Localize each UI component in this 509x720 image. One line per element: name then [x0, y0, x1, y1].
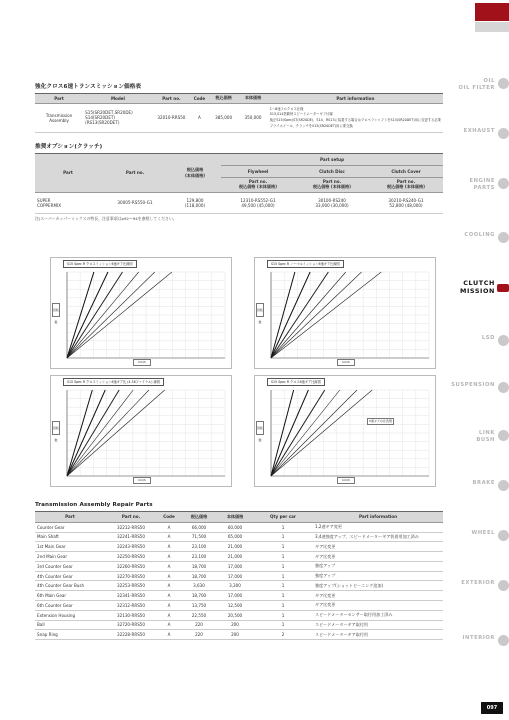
sidebar-item-label: LSD [481, 335, 495, 341]
table-row [35, 103, 443, 132]
cell-part-no: 32228-RRS50 [105, 630, 157, 640]
info-line: フライホイール、クラッチをS15(SR20DET)用に要交換 [269, 123, 353, 128]
sidebar-item-label: LINK BUSH [476, 430, 495, 443]
cell-price-tax: 3,630 [181, 581, 217, 591]
clutch-table-title: 推奨オプション(クラッチ) [35, 144, 103, 151]
cell-price-tax: 71,500 [181, 532, 217, 542]
cell-price-base: 200 [217, 620, 253, 630]
sub-header: Part no. 税込価格 (本体価格) [295, 177, 369, 192]
model-line: (RS13(SR20DET) [85, 120, 120, 126]
col-clutch-disc: Clutch Disc [295, 165, 369, 177]
cell-qty: 1 [253, 581, 313, 591]
cell-part-no: 32250-RRS50 [105, 552, 157, 562]
cell-price-tax: 18,700 [181, 571, 217, 581]
cell-flywheel: 12310-RS552-G1 49,500 (45,000) [221, 192, 295, 213]
info-line: S13,S14搭載時スピードメーターギア付属 [269, 112, 333, 117]
cell-price-base: 21,000 [217, 552, 253, 562]
cell-price-tax: 18,700 [181, 591, 217, 601]
cell-qty: 1 [253, 571, 313, 581]
interior-icon [498, 635, 509, 646]
cell-qty: 2 [253, 630, 313, 640]
repair-parts-table [35, 511, 443, 640]
graph-xlabel: km/h [133, 477, 151, 484]
cell-price-tax: 23,100 [181, 542, 217, 552]
graph-plot [51, 376, 231, 486]
cell-price-tax: 66,000 [181, 522, 217, 532]
cell-part-information: 強度アップ [313, 561, 443, 571]
sidebar-item-label: BRAKE [472, 480, 495, 486]
cell-price: 129,800 (118,000) [169, 192, 221, 213]
cell-part-no: 32253-RRS50 [105, 581, 157, 591]
lsd-icon [498, 335, 509, 346]
cell-code: A [157, 601, 181, 611]
cell-part-information: ギア比変更 [313, 601, 443, 611]
table-row [35, 601, 443, 611]
corner-tab-decoration [475, 0, 509, 34]
cell-price-base: 21,000 [217, 542, 253, 552]
table-row [35, 552, 443, 562]
cell-price-tax: 13,750 [181, 601, 217, 611]
cell-qty: 1 [253, 552, 313, 562]
graph-xlabel: km/h [133, 359, 151, 366]
graph-plot [255, 376, 435, 486]
cell-code: A [157, 610, 181, 620]
clutch-mission-icon [497, 284, 509, 292]
table-row [35, 571, 443, 581]
col-part-no: Part no. [105, 512, 157, 523]
sidebar-item-label: COOLING [464, 232, 495, 238]
col-price-tax: 税込価格 [181, 512, 217, 523]
cell-qty: 1 [253, 610, 313, 620]
suspension-icon [498, 382, 509, 393]
info-line: 純正S15(Spec)ST(SR20DE)、S14、RS13に装着する場合はプロペラシャフトをS15(SR20DET)用に変更する必要 [269, 117, 441, 122]
main-content [35, 82, 443, 222]
sidebar-item-label: WHEEL [471, 530, 495, 536]
cell-part-information: 1,2速ギア変更 [313, 522, 443, 532]
cell-part-no: 32243-RRS50 [105, 542, 157, 552]
table-row [35, 630, 443, 640]
cell-part-information: ギア比変更 [313, 591, 443, 601]
cell-price-tax: 18,700 [181, 561, 217, 571]
col-price: 税込価格 (本体価格) [169, 154, 221, 192]
transmission-table-title: 強化クロス6速トランスミッション価格表 [35, 84, 142, 90]
col-price-base: 本体価格 [238, 94, 267, 104]
cell-part-no: 32010-RRS50 [153, 103, 190, 132]
wheel-icon [498, 530, 509, 541]
cell-part-no: 32341-RRS50 [105, 591, 157, 601]
cell-part: 6th Main Gear [35, 591, 105, 601]
cell-part: Extension Housing [35, 610, 105, 620]
cell-part: Ball [35, 620, 105, 630]
graph-title: S15 Spec R クロスミッション6速ギア比 (4.38ファイナル) 線図 [63, 378, 164, 386]
cell-price-tax: 385,000 [209, 103, 238, 132]
cell-part-information: スピードメーターギア取付用 [313, 620, 443, 630]
col-code: Code [190, 94, 209, 104]
cell-price-base: 17,000 [217, 571, 253, 581]
cell-price-tax: 220 [181, 620, 217, 630]
cell-clutch-cover: 30210-RS240-G1 52,800 (48,000) [369, 192, 443, 213]
sub-header: Part no. 税込価格 (本体価格) [221, 177, 295, 192]
category-sidebar [448, 70, 509, 670]
cell-part-information: 強度アップ(ショットピーニング追加) [313, 581, 443, 591]
cell-price-base: 350,000 [238, 103, 267, 132]
link-bush-icon [498, 430, 509, 441]
graph-ylabel: 回転数 [256, 303, 264, 317]
graph-plot [255, 258, 435, 368]
sidebar-item-label: ENGINE PARTS [469, 178, 495, 191]
gear-graph-4 [254, 375, 436, 487]
cell-part-information: ギア比変更 [313, 542, 443, 552]
cell-price-tax: 23,100 [181, 552, 217, 562]
graph-xlabel: km/h [337, 359, 355, 366]
cell-part-information: 3,4速強度アップ、スピードメーターギア装着用加工済み [313, 532, 443, 542]
cell-qty: 1 [253, 522, 313, 532]
sidebar-item-label: EXTERIOR [461, 580, 495, 586]
cell-part: 1st Main Gear [35, 542, 105, 552]
col-clutch-cover: Clutch Cover [369, 165, 443, 177]
cell-part: Counter Gear [35, 522, 105, 532]
cell-part: 6th Counter Gear [35, 601, 105, 611]
cell-price-tax: 22,550 [181, 610, 217, 620]
cell-qty: 1 [253, 591, 313, 601]
cell-code: A [157, 532, 181, 542]
cell-part-no: 30005-RS550-G1 [101, 192, 169, 213]
col-part-information: Part information [268, 94, 443, 104]
cell-code: A [157, 581, 181, 591]
gear-graph-1 [50, 257, 232, 369]
table-row [35, 581, 443, 591]
col-model: Model [83, 94, 153, 104]
cell-part: 4th Counter Gear [35, 571, 105, 581]
cell-part-information: スピードメーターセンサー取付用加工済み [313, 610, 443, 620]
cell-part-information: ギア比変更 [313, 552, 443, 562]
col-part: Part [35, 94, 83, 104]
part-setup-header: Part setup [221, 154, 443, 166]
repair-table-body [35, 522, 443, 639]
cell-price-tax: 220 [181, 630, 217, 640]
cell-part-no: 32270-RRS50 [105, 571, 157, 581]
cell-code: A [157, 591, 181, 601]
model-line: S14(SR20DET) [85, 115, 116, 121]
sidebar-item-label: INTERIOR [462, 635, 495, 641]
table-row [35, 192, 443, 213]
cell-code: A [190, 103, 209, 132]
sidebar-item-label: OIL OIL FILTER [458, 78, 495, 91]
graph-xlabel: km/h [337, 477, 355, 484]
cell-part: SUPER COPPERMIX [35, 192, 101, 213]
cell-code: A [157, 630, 181, 640]
cell-qty: 1 [253, 561, 313, 571]
exhaust-icon [498, 128, 509, 139]
clutch-option-table [35, 153, 443, 214]
cell-part: 2nd Main Gear [35, 552, 105, 562]
cell-part-no: 32720-RRS50 [105, 620, 157, 630]
table-row [35, 620, 443, 630]
cell-part: 4th Counter Gear Bush [35, 581, 105, 591]
sidebar-item-label: SUSPENSION [451, 382, 495, 388]
cell-price-base: 3,300 [217, 581, 253, 591]
page-number: 097 [481, 702, 503, 714]
cell-part: 3rd Counter Gear [35, 561, 105, 571]
cell-price-base: 12,500 [217, 601, 253, 611]
graph-plot [51, 258, 231, 368]
cell-part-no: 32212-RRS50 [105, 522, 157, 532]
table-row [35, 522, 443, 532]
cell-qty: 1 [253, 620, 313, 630]
cell-part: Main Shaft [35, 532, 105, 542]
table-row [35, 591, 443, 601]
engine-parts-icon [498, 178, 509, 189]
cell-part: Transmission Assembly [35, 103, 83, 132]
cell-clutch-disc: 30100-RS240 33,000 (30,000) [295, 192, 369, 213]
oil-filter-icon [498, 78, 509, 89]
col-part-information: Part information [313, 512, 443, 523]
col-price-tax: 税込価格 [209, 94, 238, 104]
cell-code: A [157, 620, 181, 630]
cell-price-base: 17,000 [217, 561, 253, 571]
cell-qty: 1 [253, 542, 313, 552]
graph-annotation: 5速ギアの比表現 [369, 419, 392, 423]
graph-title: S15 Spec R ノーマルミッション6速ギア比線図 [267, 260, 344, 268]
sub-header: Part no. 税込価格 (本体価格) [369, 177, 443, 192]
repair-table-title: Transmission Assembly Repair Parts [35, 502, 153, 508]
col-price-base: 本体価格 [217, 512, 253, 523]
repair-parts-section [35, 502, 443, 640]
cell-part-information [268, 103, 443, 132]
cell-price-base: 200 [217, 630, 253, 640]
table-row [35, 542, 443, 552]
graph-ylabel: 回転数 [256, 421, 264, 435]
brake-icon [498, 480, 509, 491]
table-row [35, 532, 443, 542]
cooling-icon [498, 232, 509, 243]
cell-code: A [157, 522, 181, 532]
cell-code: A [157, 561, 181, 571]
cell-code: A [157, 571, 181, 581]
model-line: S15(SR20DET,SR20DE) [85, 110, 133, 116]
table-row [35, 610, 443, 620]
cell-price-base: 65,000 [217, 532, 253, 542]
cell-part: Snap Ring [35, 630, 105, 640]
cell-model [83, 103, 153, 132]
col-qty: Qty per car [253, 512, 313, 523]
transmission-price-table [35, 93, 443, 133]
col-part-no: Part no. [101, 154, 169, 192]
info-line: 1～6速フルクロス仕様 [269, 106, 304, 111]
cell-code: A [157, 542, 181, 552]
gear-ratio-graphs [50, 257, 436, 497]
cell-qty: 1 [253, 532, 313, 542]
graph-title: S15 Spec R クロス6速ギア比線図 [267, 378, 325, 386]
cell-part-no: 32241-RRS50 [105, 532, 157, 542]
cell-price-base: 17,000 [217, 591, 253, 601]
cell-part-information: スピードメーターギア取付用 [313, 630, 443, 640]
graph-ylabel: 回転数 [52, 421, 60, 435]
col-flywheel: Flywheel [221, 165, 295, 177]
gear-graph-2 [254, 257, 436, 369]
col-part: Part [35, 512, 105, 523]
cell-part-no: 32260-RRS50 [105, 561, 157, 571]
col-part: Part [35, 154, 101, 192]
cell-price-base: 20,500 [217, 610, 253, 620]
cell-qty: 1 [253, 601, 313, 611]
cell-code: A [157, 552, 181, 562]
clutch-note: 注)スーパーカッパーミックスの特長、注意事項はp92～94を参照してください。 [35, 215, 177, 221]
col-part-no: Part no. [153, 94, 190, 104]
cell-price-base: 60,000 [217, 522, 253, 532]
sidebar-item-label: CLUTCH MISSION [459, 279, 495, 295]
cell-part-no: 32130-RRS50 [105, 610, 157, 620]
exterior-icon [498, 580, 509, 591]
graph-ylabel: 回転数 [52, 303, 60, 317]
gear-graph-3 [50, 375, 232, 487]
cell-part-information: 強度アップ [313, 571, 443, 581]
sidebar-item-label: EXHAUST [463, 128, 495, 134]
graph-title: S15 Spec R クロスミッション6速ギア比線図 [63, 260, 137, 268]
cell-part-no: 32312-RRS50 [105, 601, 157, 611]
col-code: Code [157, 512, 181, 523]
table-row [35, 561, 443, 571]
